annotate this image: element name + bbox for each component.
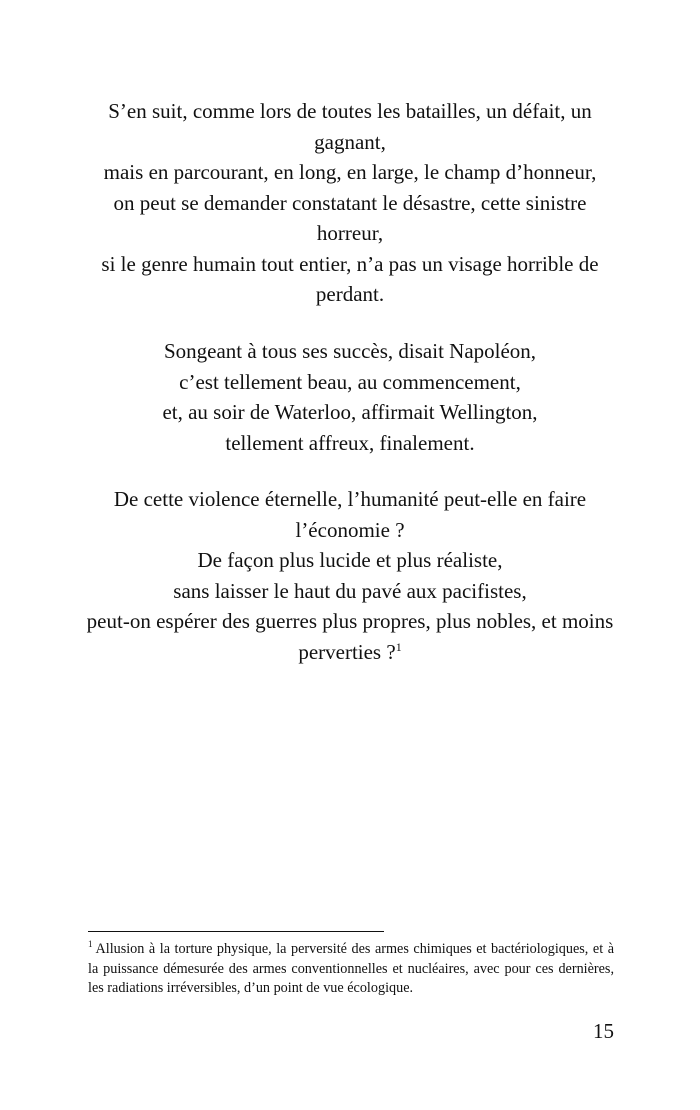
verse-line: De façon plus lucide et plus réaliste,: [197, 548, 503, 572]
verse-line: tellement affreux, finalement.: [225, 430, 475, 455]
footnote-marker: 1: [88, 939, 93, 950]
footnote-reference[interactable]: 1: [395, 639, 402, 654]
verse-line: Songeant à tous ses succès, disait Napoléon,: [163, 339, 537, 363]
verse-line: De cette violence éternelle, l’humanité peut-elle en faire l’économie ?: [113, 487, 587, 542]
stanza-3: [86, 484, 614, 667]
verse-line: c’est tellement beau, au commencement,: [179, 369, 521, 394]
verse-line: on peut se demander constatant le désastre, cette sinistre horreur,: [113, 190, 587, 245]
verse-line-text: peut-on espérer des guerres plus propres, plus nobles, et moins perverties ?: [86, 609, 614, 664]
stanza-2: [86, 336, 614, 458]
verse-line: mais en parcourant, en long, en large, le champ d’honneur,: [103, 160, 597, 184]
footnote-separator: [88, 931, 384, 932]
verse-line: S’en suit, comme lors de toutes les batailles, un défait, un gagnant,: [108, 99, 592, 154]
verse-line-with-footnote: [86, 606, 614, 667]
page-number: 15: [593, 1019, 614, 1043]
verse-line: sans laisser le haut du pavé aux pacifistes,: [173, 578, 527, 603]
verse-line: si le genre humain tout entier, n’a pas un visage horrible de perdant.: [101, 251, 599, 306]
footnote: [88, 940, 614, 999]
stanza-1: [86, 96, 614, 310]
verse-line: et, au soir de Waterloo, affirmait Wellington,: [162, 400, 538, 424]
footnote-text: Allusion à la torture physique, la perversité des armes chimiques et bactériologiques, et à la puissance démesurée des armes conventionnelles et nucléaires, avec pour ces dernières, les radiations irréversibles, d’un point de vue écologique.: [88, 941, 614, 996]
